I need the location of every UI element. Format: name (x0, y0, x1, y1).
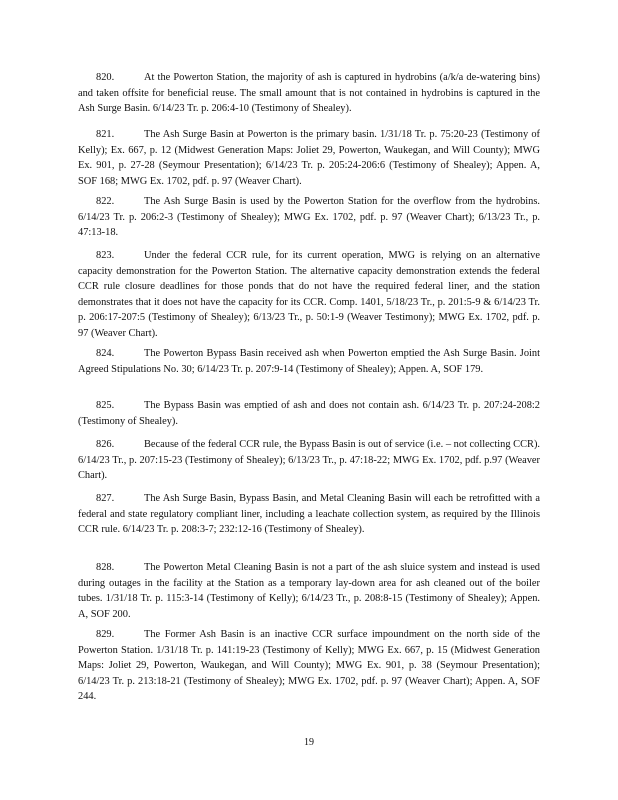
paragraph-text: The Ash Surge Basin, Bypass Basin, and Metal Cleaning Basin will each be retrofitted with a federal and state regulatory compliant liner, including a leachate collection system, as required by the Illinois CCR rule. 6/14/23 Tr. p. 208:3-7; 232:12-16 (Testimony of Shealey). (78, 493, 540, 536)
paragraph-number: 827. (96, 493, 115, 504)
paragraph-text: The Bypass Basin was emptied of ash and does not contain ash. 6/14/23 Tr. p. 207:24-208:2 (Testimony of Shealey). (78, 400, 540, 427)
paragraph-828 (78, 560, 540, 622)
page-number: 19 (304, 737, 314, 748)
paragraph-824 (78, 346, 540, 377)
paragraph-text: The Ash Surge Basin at Powerton is the primary basin. 1/31/18 Tr. p. 75:20-23 (Testimony of Kelly); Ex. 667, p. 12 (Midwest Generation Maps: Joliet 29, Powerton, Waukegan, and Will County); MWG Ex. 901, p. 27-28 (Seymour Presentation); 6/14/23 Tr. p. 205:24-206:6 (Testimony of Shealey); Appen. A, SOF 168; MWG Ex. 1702, pdf. p. 97 (Weaver Chart). (78, 129, 540, 187)
paragraph-829 (78, 627, 540, 705)
paragraph-text: The Powerton Metal Cleaning Basin is not a part of the ash sluice system and instead is used during outages in the facility at the Station as a temporary lay-down area for ash cleaned out of the boiler tubes. 1/31/18 Tr. p. 115:3-14 (Testimony of Kelly); 6/14/23 Tr., p. 208:8-15 (Testimony of Shealey); Appen. A, SOF 200. (78, 562, 540, 620)
paragraph-text: The Ash Surge Basin is used by the Powerton Station for the overflow from the hydrobins. 6/14/23 Tr. p. 206:2-3 (Testimony of Shealey); MWG Ex. 1702, pdf. p. 97 (Weaver Chart); 6/13/23 Tr., p. 47:13-18. (78, 196, 540, 239)
paragraph-823 (78, 248, 540, 342)
paragraph-text: Because of the federal CCR rule, the Bypass Basin is out of service (i.e. – not collecting CCR). 6/14/23 Tr., p. 207:15-23 (Testimony of Shealey); 6/13/23 Tr., p. 47:18-22; MWG Ex. 1702, pdf. p.97 (Weaver Chart). (78, 439, 540, 482)
paragraph-number: 825. (96, 400, 115, 411)
paragraph-825 (78, 398, 540, 429)
paragraph-827 (78, 491, 540, 538)
paragraph-number: 824. (96, 348, 115, 359)
paragraph-number: 823. (96, 250, 115, 261)
paragraph-text: The Former Ash Basin is an inactive CCR surface impoundment on the north side of the Powerton Station. 1/31/18 Tr. p. 141:19-23 (Testimony of Kelly); MWG Ex. 667, p. 15 (Midwest Generation Maps: Joliet 29, Powerton, Waukegan, and Will County); MWG Ex. 901, p. 38 (Seymour Presentation); 6/14/23 Tr. p. 213:18-21 (Testimony of Shealey); MWG Ex. 1702, pdf. p. 97 (Weaver Chart); Appen. A, SOF 244. (78, 629, 540, 703)
paragraph-821 (78, 127, 540, 189)
paragraph-number: 829. (96, 629, 115, 640)
paragraph-number: 822. (96, 196, 115, 207)
paragraph-text: At the Powerton Station, the majority of ash is captured in hydrobins (a/k/a de-watering bins) and taken offsite for beneficial reuse. The small amount that is not contained in hydrobins is captured in the Ash Surge Basin. 6/14/23 Tr. p. 206:4-10 (Testimony of Shealey). (78, 72, 540, 115)
paragraph-number: 820. (96, 72, 115, 83)
paragraph-826 (78, 437, 540, 484)
paragraph-text: The Powerton Bypass Basin received ash when Powerton emptied the Ash Surge Basin. Joint Agreed Stipulations No. 30; 6/14/23 Tr. p. 207:9-14 (Testimony of Shealey); Appen. A, SOF 179. (78, 348, 540, 375)
paragraph-820 (78, 70, 540, 117)
paragraph-number: 828. (96, 562, 115, 573)
paragraph-number: 826. (96, 439, 115, 450)
paragraph-822 (78, 194, 540, 241)
paragraph-text: Under the federal CCR rule, for its current operation, MWG is relying on an alternative capacity demonstration for the Powerton Station. The alternative capacity demonstration extends the federal CCR rule closure deadlines for those ponds that do not have the required federal liner, and the station demonstrates that it does not have the capacity for its CCR. Comp. 1401, 5/18/23 Tr., p. 201:5-9 & 6/14/23 Tr. p. 206:17-207:5 (Testimony of Shealey); 6/13/23 Tr., p. 50:1-9 (Weaver Testimony); MWG Ex. 1702, pdf. p. 97 (Weaver Chart). (78, 250, 540, 339)
paragraph-number: 821. (96, 129, 115, 140)
